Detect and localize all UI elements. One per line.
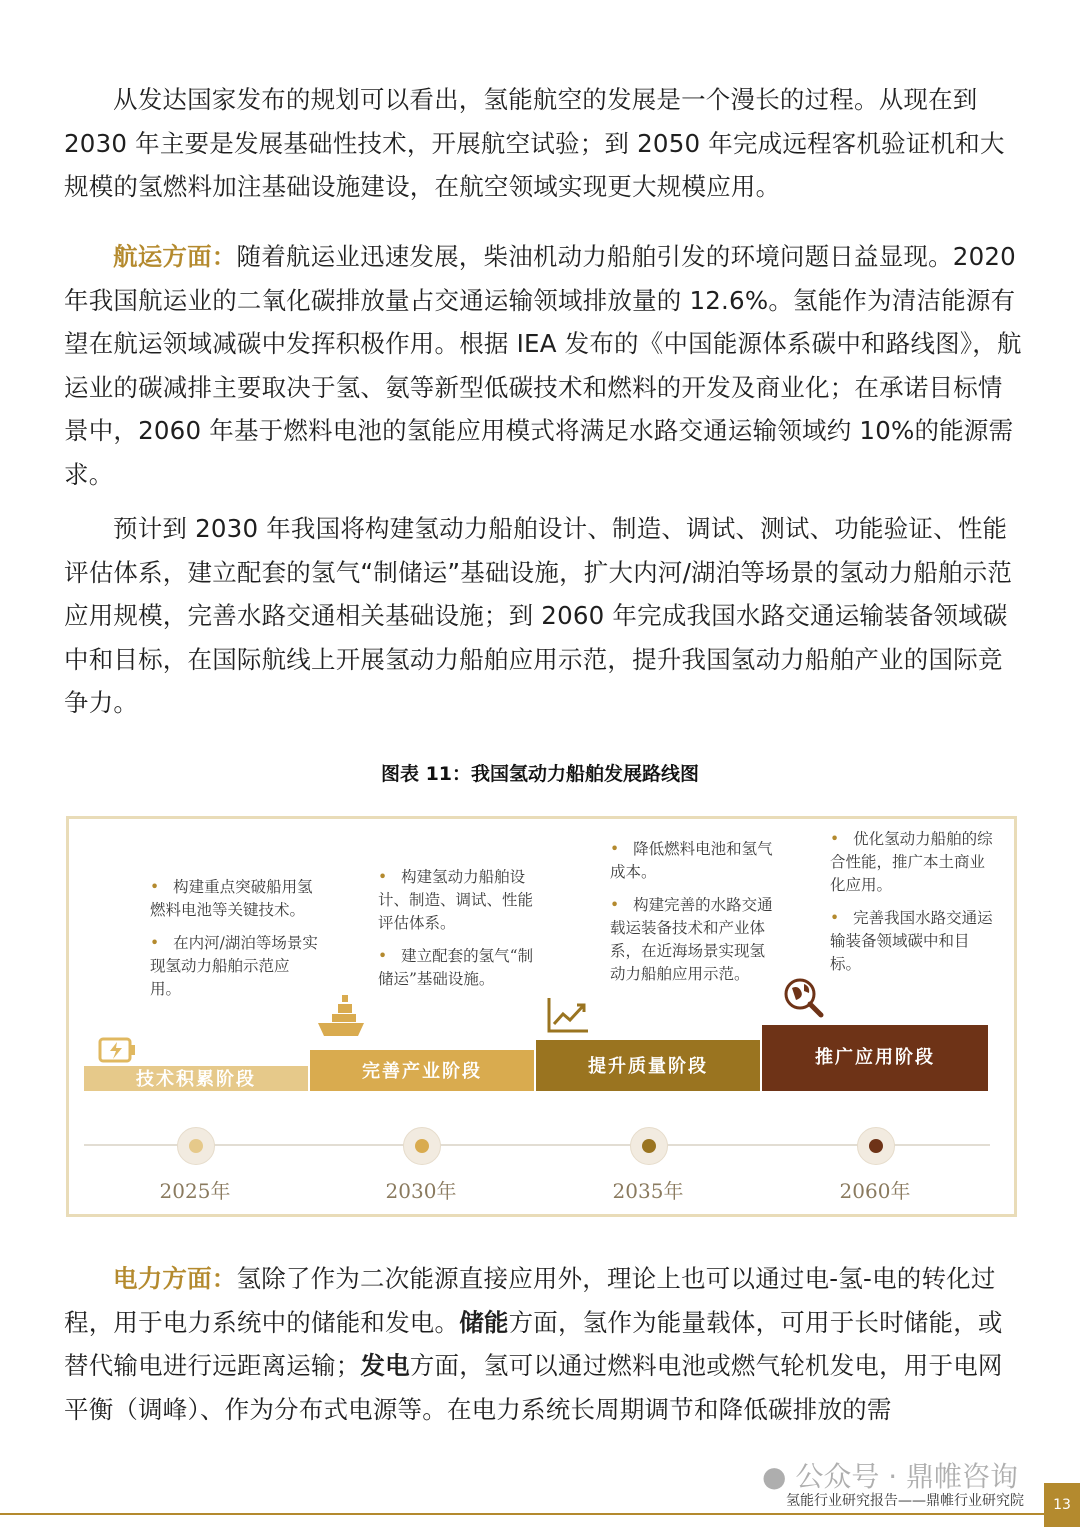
stage-bar-industry: 完善产业阶段 — [310, 1050, 534, 1091]
year-label-2025: 2025年 — [159, 1179, 231, 1203]
timeline-marker-2025 — [177, 1127, 215, 1165]
paragraph-shipping — [64, 235, 1024, 496]
stage-2-note-2: • 建立配套的氢气“制储运”基础设施。 — [378, 947, 534, 988]
power-text-c: 方面，氢作为能量载体，可用于长时储能，或替代输电进行远距离运输； — [64, 1307, 1003, 1380]
timeline-marker-2060 — [857, 1127, 895, 1165]
stage-1-note-1: • 构建重点突破船用氢燃料电池等关键技术。 — [150, 878, 313, 919]
battery-icon — [98, 1036, 138, 1064]
paragraph-aviation: 从发达国家发布的规划可以看出，氢能航空的发展是一个漫长的过程。从现在到2030 年主要是发展基础性技术，开展航空试验；到 2050 年完成远程客机验证机和大规模的氢燃料加注基础设施建设，在航空领域实现更大规模应用。 — [64, 85, 1005, 201]
year-label-2030: 2030年 — [385, 1179, 457, 1203]
figure-title: 图表 11：我国氢动力船舶发展路线图 — [380, 763, 700, 785]
stage-3-note-2: • 构建完善的水路交通载运装备技术和产业体系，在近海场景实现氢动力船舶应用示范。 — [610, 896, 773, 983]
power-bold-storage: 储能 — [459, 1307, 509, 1337]
shipping-lead: 航运方面： — [113, 242, 237, 271]
footer-report-name: 氢能行业研究报告——鼎帷行业研究院 — [786, 1493, 1024, 1509]
wechat-watermark: ● 公众号 · 鼎帷咨询 — [762, 1460, 1019, 1493]
timeline-axis — [84, 1144, 990, 1146]
stage-bar-accumulation: 技术积累阶段 — [84, 1066, 308, 1091]
stage-bar-promotion: 推广应用阶段 — [762, 1025, 988, 1091]
power-lead: 电力方面： — [113, 1264, 237, 1293]
paragraph-shipping-plan: 预计到 2030 年我国将构建氢动力船舶设计、制造、调试、测试、功能验证、性能评估体系，建立配套的氢气“制储运”基础设施，扩大内河/湖泊等场景的氢动力船舶示范应用规模，完善水路交通相关基础设施；到 2060 年完成我国水路交通运输装备领域碳中和目标，在国际航线上开展氢动力船舶应用示范，提升我国氢动力船舶产业的国际竞争力。 — [64, 514, 1013, 717]
global-search-icon — [782, 976, 824, 1018]
stage-1-notes — [150, 876, 320, 1011]
timeline-marker-2035 — [630, 1127, 668, 1165]
stage-3-notes — [610, 838, 780, 996]
stage-4-notes — [830, 828, 1000, 986]
power-text-d: 方面，氢可以通过燃料电池或燃气轮机发电，用于电网平衡（调峰）、作为分布式电源等。在电力系统长周期调节和降低碳排放的需 — [64, 1351, 1003, 1424]
stage-1-note-2: • 在内河/湖泊等场景实现氢动力船舶示范应用。 — [150, 934, 318, 998]
paragraph-power — [64, 1257, 1024, 1431]
stage-bar-quality: 提升质量阶段 — [536, 1040, 760, 1091]
stage-3-note-1: • 降低燃料电池和氢气成本。 — [610, 840, 773, 881]
year-label-2060: 2060年 — [839, 1179, 911, 1203]
stage-2-note-1: • 构建氢动力船舶设计、制造、调试、性能评估体系。 — [378, 868, 534, 932]
stage-4-note-1: • 优化氢动力船舶的综合性能，推广本土商业化应用。 — [830, 830, 993, 894]
stage-4-note-2: • 完善我国水路交通运输装备领域碳中和目标。 — [830, 909, 993, 973]
page-number: 13 — [1044, 1483, 1080, 1527]
power-text-a: 氢除了作为二次能源直接应用外，理论上也可以通过电-氢-电的转化过程，用于电力系统中的储能和发电。 — [64, 1264, 996, 1337]
wechat-icon: ● — [762, 1460, 787, 1493]
footer-rule — [0, 1513, 1048, 1515]
ship-icon — [316, 992, 366, 1038]
timeline-marker-2030 — [403, 1127, 441, 1165]
year-label-2035: 2035年 — [612, 1179, 684, 1203]
growth-chart-icon — [546, 996, 590, 1034]
power-bold-generation: 发电 — [360, 1351, 410, 1380]
stage-2-notes — [378, 866, 548, 1001]
shipping-text: 随着航运业迅速发展，柴油机动力船舶引发的环境问题日益显现。2020 年我国航运业的二氧化碳排放量占交通运输领域排放量的 12.6%。氢能作为清洁能源有望在航运领域减碳中发挥积极作用。根据 IEA 发布的《中国能源体系碳中和路线图》，航运业的碳减排主要取决于氢、氨等新型低碳技术和燃料的开发及商业化；在承诺目标情景中，2060 年基于燃料电池的氢能应用模式将满足水路交通运输领域约 10%的能源需求。 — [64, 242, 1022, 489]
